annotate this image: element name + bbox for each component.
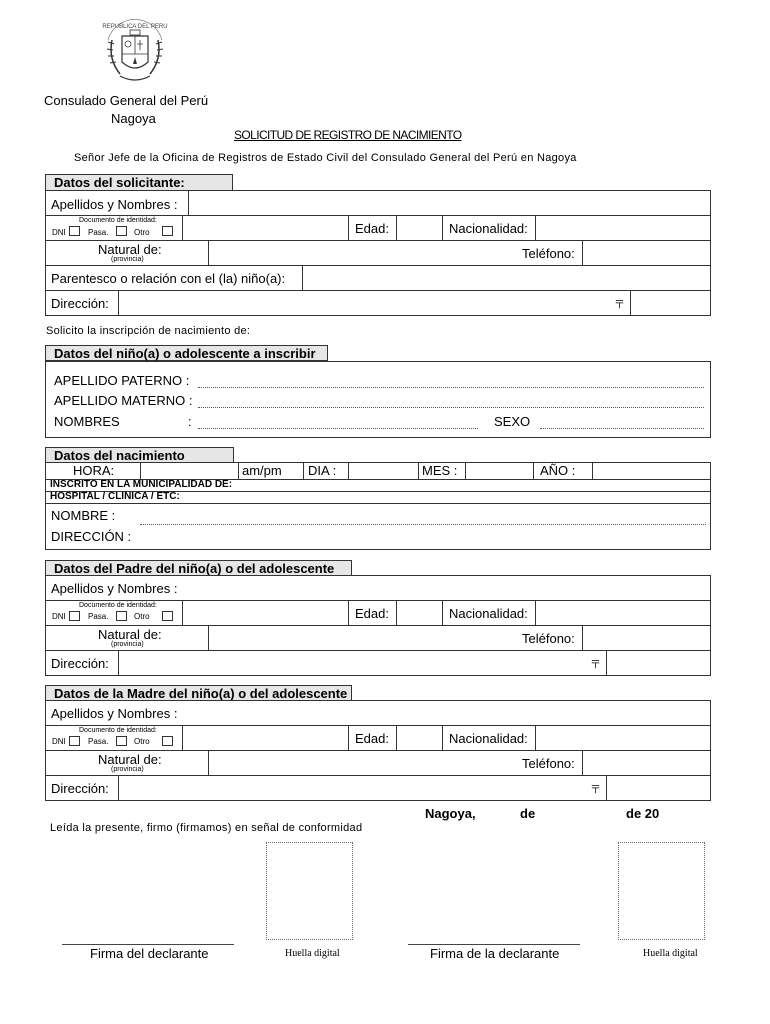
mother-nacionalidad-label: Nacionalidad:: [449, 731, 528, 746]
birth-hora-field[interactable]: [142, 463, 236, 478]
father-names-label: Apellidos y Nombres :: [51, 581, 178, 596]
father-dni-label: DNI: [52, 612, 66, 621]
father-otro-checkbox[interactable]: [162, 611, 173, 621]
applicant-pasa-label: Pasa.: [88, 228, 109, 237]
birth-anio-label: AÑO :: [540, 463, 576, 478]
applicant-dni-label: DNI: [52, 228, 66, 237]
consulate-name: Consulado General del Perú: [44, 93, 209, 108]
father-nacionalidad-field[interactable]: [537, 602, 707, 623]
mother-id-doc-label: Documento de identidad:: [79, 727, 157, 734]
child-nombres-label: NOMBRES: [54, 414, 120, 429]
mother-pasa-checkbox[interactable]: [116, 736, 127, 746]
father-natural-field[interactable]: [210, 627, 510, 648]
birth-dia-label: DIA :: [308, 463, 337, 478]
father-otro-label: Otro: [134, 612, 150, 621]
applicant-pasa-checkbox[interactable]: [116, 226, 127, 236]
mother-otro-label: Otro: [134, 737, 150, 746]
peru-coat-of-arms-icon: [100, 14, 170, 90]
child-section-header: Datos del niño(a) o adolescente a inscribir: [45, 345, 328, 361]
date-de20-label: de 20: [626, 806, 660, 821]
birth-nombre-label: NOMBRE :: [51, 508, 116, 523]
birth-anio-field[interactable]: [594, 463, 708, 478]
birth-hora-label: HORA:: [73, 463, 115, 478]
father-natural-label: Natural de:: [98, 627, 162, 642]
birth-hospital-label: HOSPITAL / CLINICA / ETC:: [50, 491, 180, 502]
father-nacionalidad-label: Nacionalidad:: [449, 606, 528, 621]
fingerprint-label-2: Huella digital: [643, 948, 698, 959]
applicant-parentesco-label: Parentesco o relación con el (la) niño(a):: [51, 271, 286, 286]
applicant-edad-field[interactable]: [398, 217, 440, 238]
father-telefono-field[interactable]: [584, 627, 708, 648]
father-postal-icon: 〒: [590, 659, 601, 671]
mother-edad-label: Edad:: [355, 731, 389, 746]
applicant-id-doc-label: Documento de identidad:: [79, 217, 157, 224]
applicant-dni-checkbox[interactable]: [69, 226, 80, 236]
applicant-names-label: Apellidos y Nombres :: [51, 197, 178, 212]
applicant-id-number-field[interactable]: [184, 217, 346, 238]
father-dni-checkbox[interactable]: [69, 611, 80, 621]
father-provincia-label: (provincia): [111, 641, 144, 648]
mother-dni-label: DNI: [52, 737, 66, 746]
date-day-field[interactable]: [480, 806, 516, 821]
applicant-names-field[interactable]: [190, 192, 708, 214]
applicant-direccion-label: Dirección:: [51, 296, 109, 311]
child-paterno-field[interactable]: [198, 371, 704, 387]
mother-postal-icon: 〒: [590, 784, 601, 796]
date-de-label: de: [520, 806, 536, 821]
father-section-header: Datos del Padre del niño(a) o del adolescente: [45, 560, 352, 576]
mother-names-field[interactable]: [190, 702, 708, 724]
birth-mes-label: MES :: [422, 463, 458, 478]
mother-nacionalidad-field[interactable]: [537, 727, 707, 748]
father-id-doc-label: Documento de identidad:: [79, 602, 157, 609]
child-nombres-field[interactable]: [198, 412, 478, 428]
request-line: Solicito la inscripción de nacimiento de:: [46, 325, 251, 337]
fingerprint-box-declarante[interactable]: [266, 842, 353, 940]
mother-natural-field[interactable]: [210, 752, 510, 773]
mother-pasa-label: Pasa.: [88, 737, 109, 746]
father-edad-label: Edad:: [355, 606, 389, 621]
mother-dni-checkbox[interactable]: [69, 736, 80, 746]
mother-id-number-field[interactable]: [184, 727, 346, 748]
child-materno-field[interactable]: [198, 391, 704, 407]
birth-hospital-field[interactable]: [210, 492, 706, 503]
child-sexo-label: SEXO: [494, 414, 531, 429]
signature-field-declarante-f[interactable]: [408, 912, 580, 943]
mother-otro-checkbox[interactable]: [162, 736, 173, 746]
applicant-nacionalidad-field[interactable]: [537, 217, 707, 238]
applicant-direccion-field[interactable]: [120, 292, 600, 314]
place-label: Nagoya,: [425, 806, 476, 821]
fingerprint-box-declarante-f[interactable]: [618, 842, 705, 940]
birth-dia-field[interactable]: [350, 463, 416, 478]
seal-text: REPUBLICA DEL PERU: [102, 24, 168, 30]
mother-natural-label: Natural de:: [98, 752, 162, 767]
applicant-section-header: Datos del solicitante:: [45, 174, 233, 191]
birth-mes-field[interactable]: [467, 463, 531, 478]
mother-postal-field[interactable]: [608, 777, 708, 799]
mother-edad-field[interactable]: [398, 727, 440, 748]
applicant-natural-label: Natural de:: [98, 242, 162, 257]
father-pasa-checkbox[interactable]: [116, 611, 127, 621]
date-month-field[interactable]: [542, 806, 622, 821]
child-nombres-colon: :: [188, 414, 192, 429]
child-paterno-label: APELLIDO PATERNO :: [54, 373, 190, 388]
form-title: SOLICITUD DE REGISTRO DE NACIMIENTO: [234, 128, 462, 142]
applicant-telefono-label: Teléfono:: [522, 246, 575, 261]
child-sexo-field[interactable]: [540, 412, 704, 428]
applicant-natural-field[interactable]: [210, 242, 510, 263]
mother-provincia-label: (provincia): [111, 766, 144, 773]
birth-nombre-field[interactable]: [140, 507, 706, 524]
father-pasa-label: Pasa.: [88, 612, 109, 621]
addressee-line: Señor Jefe de la Oficina de Registros de Estado Civil del Consulado General del Perú en Nagoya: [74, 152, 577, 164]
mother-telefono-label: Teléfono:: [522, 756, 575, 771]
signature-label-declarante-f: Firma de la declarante: [430, 946, 560, 961]
signature-label-declarante: Firma del declarante: [90, 946, 209, 961]
applicant-otro-checkbox[interactable]: [162, 226, 173, 236]
fingerprint-label-1: Huella digital: [285, 948, 340, 959]
applicant-postal-field[interactable]: [632, 292, 708, 314]
birth-municipalidad-field[interactable]: [270, 480, 706, 491]
father-direccion-label: Dirección:: [51, 656, 109, 671]
child-materno-label: APELLIDO MATERNO :: [54, 393, 193, 408]
applicant-telefono-field[interactable]: [584, 242, 708, 263]
birth-direccion-field[interactable]: [140, 528, 706, 546]
birth-ampm-label: am/pm: [242, 463, 282, 478]
father-postal-field[interactable]: [608, 652, 708, 674]
applicant-otro-label: Otro: [134, 228, 150, 237]
mother-direccion-label: Dirección:: [51, 781, 109, 796]
applicant-postal-icon: 〒: [614, 299, 625, 311]
applicant-edad-label: Edad:: [355, 221, 389, 236]
mother-names-label: Apellidos y Nombres :: [51, 706, 178, 721]
mother-direccion-field[interactable]: [120, 777, 580, 799]
birth-direccion-label: DIRECCIÓN :: [51, 529, 132, 544]
applicant-nacionalidad-label: Nacionalidad:: [449, 221, 528, 236]
date-year-field[interactable]: [664, 806, 704, 821]
father-direccion-field[interactable]: [120, 652, 580, 674]
birth-municipalidad-label: INSCRITO EN LA MUNICIPALIDAD DE:: [50, 479, 233, 490]
applicant-provincia-label: (provincia): [111, 256, 144, 263]
applicant-parentesco-field[interactable]: [304, 267, 708, 288]
consulate-city: Nagoya: [111, 111, 156, 126]
father-id-number-field[interactable]: [184, 602, 346, 623]
father-names-field[interactable]: [190, 577, 708, 599]
conformity-statement: Leída la presente, firmo (firmamos) en señal de conformidad: [50, 822, 363, 834]
signature-field-declarante[interactable]: [62, 912, 234, 943]
mother-telefono-field[interactable]: [584, 752, 708, 773]
mother-section-header: Datos de la Madre del niño(a) o del adolescente: [45, 685, 352, 701]
birth-section-header: Datos del nacimiento: [45, 447, 234, 463]
father-telefono-label: Teléfono:: [522, 631, 575, 646]
father-edad-field[interactable]: [398, 602, 440, 623]
